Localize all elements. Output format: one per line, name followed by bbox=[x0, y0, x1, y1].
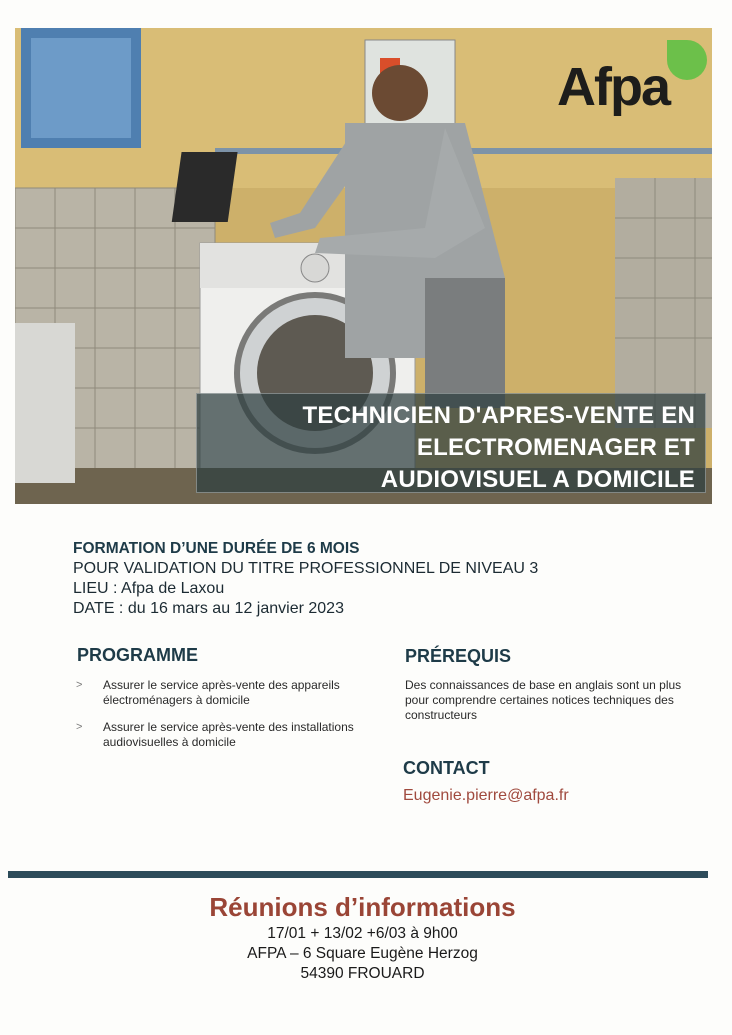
course-info bbox=[73, 539, 538, 619]
chevron-right-icon: > bbox=[76, 721, 83, 733]
hero-photo bbox=[15, 28, 712, 504]
chevron-right-icon: > bbox=[76, 679, 83, 691]
prerequis-heading: PRÉREQUIS bbox=[405, 646, 512, 666]
afpa-logo bbox=[547, 34, 707, 134]
programme-list bbox=[76, 678, 376, 762]
course-dates: DATE : du 16 mars au 12 janvier 2023 bbox=[73, 600, 344, 617]
divider bbox=[8, 871, 708, 878]
reunions-address: AFPA – 6 Square Eugène Herzog bbox=[247, 945, 478, 962]
programme-item-text: Assurer le service après-vente des appareils électroménagers à domicile bbox=[103, 678, 340, 707]
reunions-dates: 17/01 + 13/02 +6/03 à 9h00 bbox=[267, 925, 458, 942]
list-item bbox=[76, 720, 376, 750]
leaf-icon bbox=[667, 40, 707, 80]
course-location: LIEU : Afpa de Laxou bbox=[73, 580, 225, 597]
title-line-2: ELECTROMENAGER ET bbox=[416, 434, 695, 461]
list-item bbox=[76, 678, 376, 708]
logo-text: Afpa bbox=[557, 57, 669, 117]
reunions-section bbox=[0, 890, 725, 984]
reunions-heading: Réunions d’informations bbox=[209, 892, 516, 922]
course-duration: FORMATION D’UNE DURÉE DE 6 MOIS bbox=[73, 540, 360, 557]
reunions-city: 54390 FROUARD bbox=[300, 965, 425, 982]
programme-item-text: Assurer le service après-vente des installations audiovisuelles à domicile bbox=[103, 720, 354, 749]
title-banner bbox=[196, 393, 706, 493]
prerequis-text: Des connaissances de base en anglais sont un plus pour comprendre certaines notices techniques des constructeurs bbox=[405, 678, 682, 722]
course-validation: POUR VALIDATION DU TITRE PROFESSIONNEL DE NIVEAU 3 bbox=[73, 560, 539, 577]
title-line-3: AUDIOVISUEL A DOMICILE bbox=[380, 466, 695, 493]
programme-heading: PROGRAMME bbox=[77, 645, 198, 665]
contact-email-link[interactable]: Eugenie.pierre@afpa.fr bbox=[403, 787, 569, 804]
contact-heading: CONTACT bbox=[403, 758, 490, 778]
title-line-1: TECHNICIEN D'APRES-VENTE EN bbox=[302, 402, 695, 429]
